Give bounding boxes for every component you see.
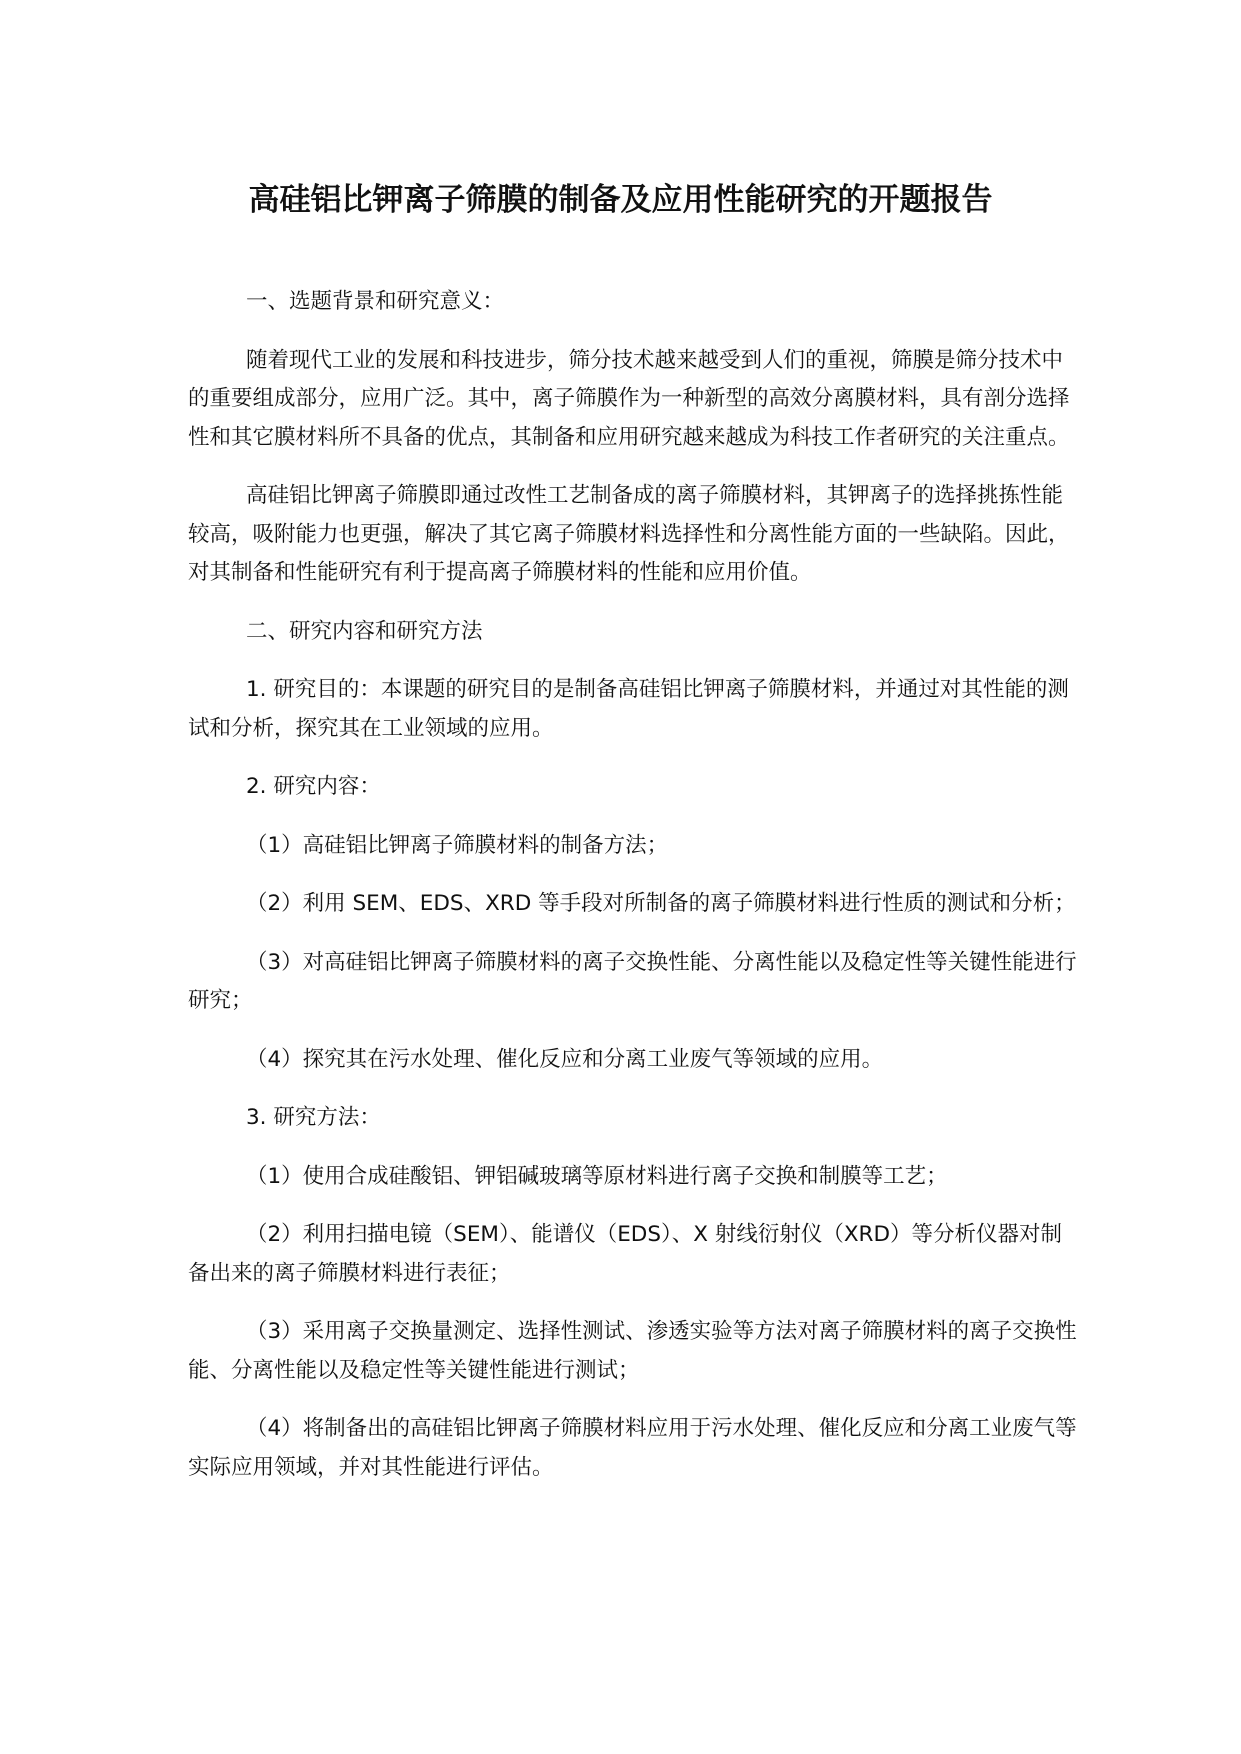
- content-item-4: （4）探究其在污水处理、催化反应和分离工业废气等领域的应用。: [246, 1046, 884, 1072]
- paragraph-background-2: 高硅铝比钾离子筛膜即通过改性工艺制备成的离子筛膜材料，其钾离子的选择挑拣性能较高，吸附能力也更强，解决了其它离子筛膜材料选择性和分离性能方面的一些缺陷。因此，对其制备和性能研究有利于提高离子筛膜材料的性能和应用价值。: [188, 483, 1070, 585]
- section-heading-background: 一、选题背景和研究意义：: [246, 289, 505, 314]
- content-item-2: （2）利用 SEM、EDS、XRD 等手段对所制备的离子筛膜材料进行性质的测试和分析；: [246, 891, 1076, 916]
- paragraph-research-purpose: 1. 研究目的：本课题的研究目的是制备高硅铝比钾离子筛膜材料，并通过对其性能的测试和分析，探究其在工业领域的应用。: [188, 677, 1069, 741]
- content-item-3: （3）对高硅铝比钾离子筛膜材料的离子交换性能、分离性能以及稳定性等关键性能进行研究；: [188, 949, 1077, 1013]
- document-title: 高硅铝比钾离子筛膜的制备及应用性能研究的开题报告: [248, 182, 993, 218]
- method-item-4: （4）将制备出的高硅铝比钾离子筛膜材料应用于污水处理、催化反应和分离工业废气等实际应用领域，并对其性能进行评估。: [188, 1416, 1077, 1480]
- paragraph-background-1: 随着现代工业的发展和科技进步，筛分技术越来越受到人们的重视，筛膜是筛分技术中的重要组成部分，应用广泛。其中，离子筛膜作为一种新型的高效分离膜材料，具有剖分选择性和其它膜材料所不具备的优点，其制备和应用研究越来越成为科技工作者研究的关注重点。: [188, 347, 1070, 450]
- subheading-research-methods: 3. 研究方法：: [246, 1105, 381, 1130]
- content-item-1: （1）高硅铝比钾离子筛膜材料的制备方法；: [246, 832, 669, 858]
- method-item-1: （1）使用合成硅酸铝、钾铝碱玻璃等原材料进行离子交换和制膜等工艺；: [246, 1163, 948, 1189]
- subheading-research-content: 2. 研究内容：: [246, 774, 381, 799]
- method-item-2: （2）利用扫描电镜（SEM）、能谱仪（EDS）、X 射线衍射仪（XRD）等分析仪器对制备出来的离子筛膜材料进行表征；: [188, 1222, 1063, 1286]
- document-body: [188, 283, 1078, 1507]
- section-heading-content-methods: 二、研究内容和研究方法: [246, 618, 483, 644]
- method-item-3: （3）采用离子交换量测定、选择性测试、渗透实验等方法对离子筛膜材料的离子交换性能、分离性能以及稳定性等关键性能进行测试；: [188, 1319, 1077, 1383]
